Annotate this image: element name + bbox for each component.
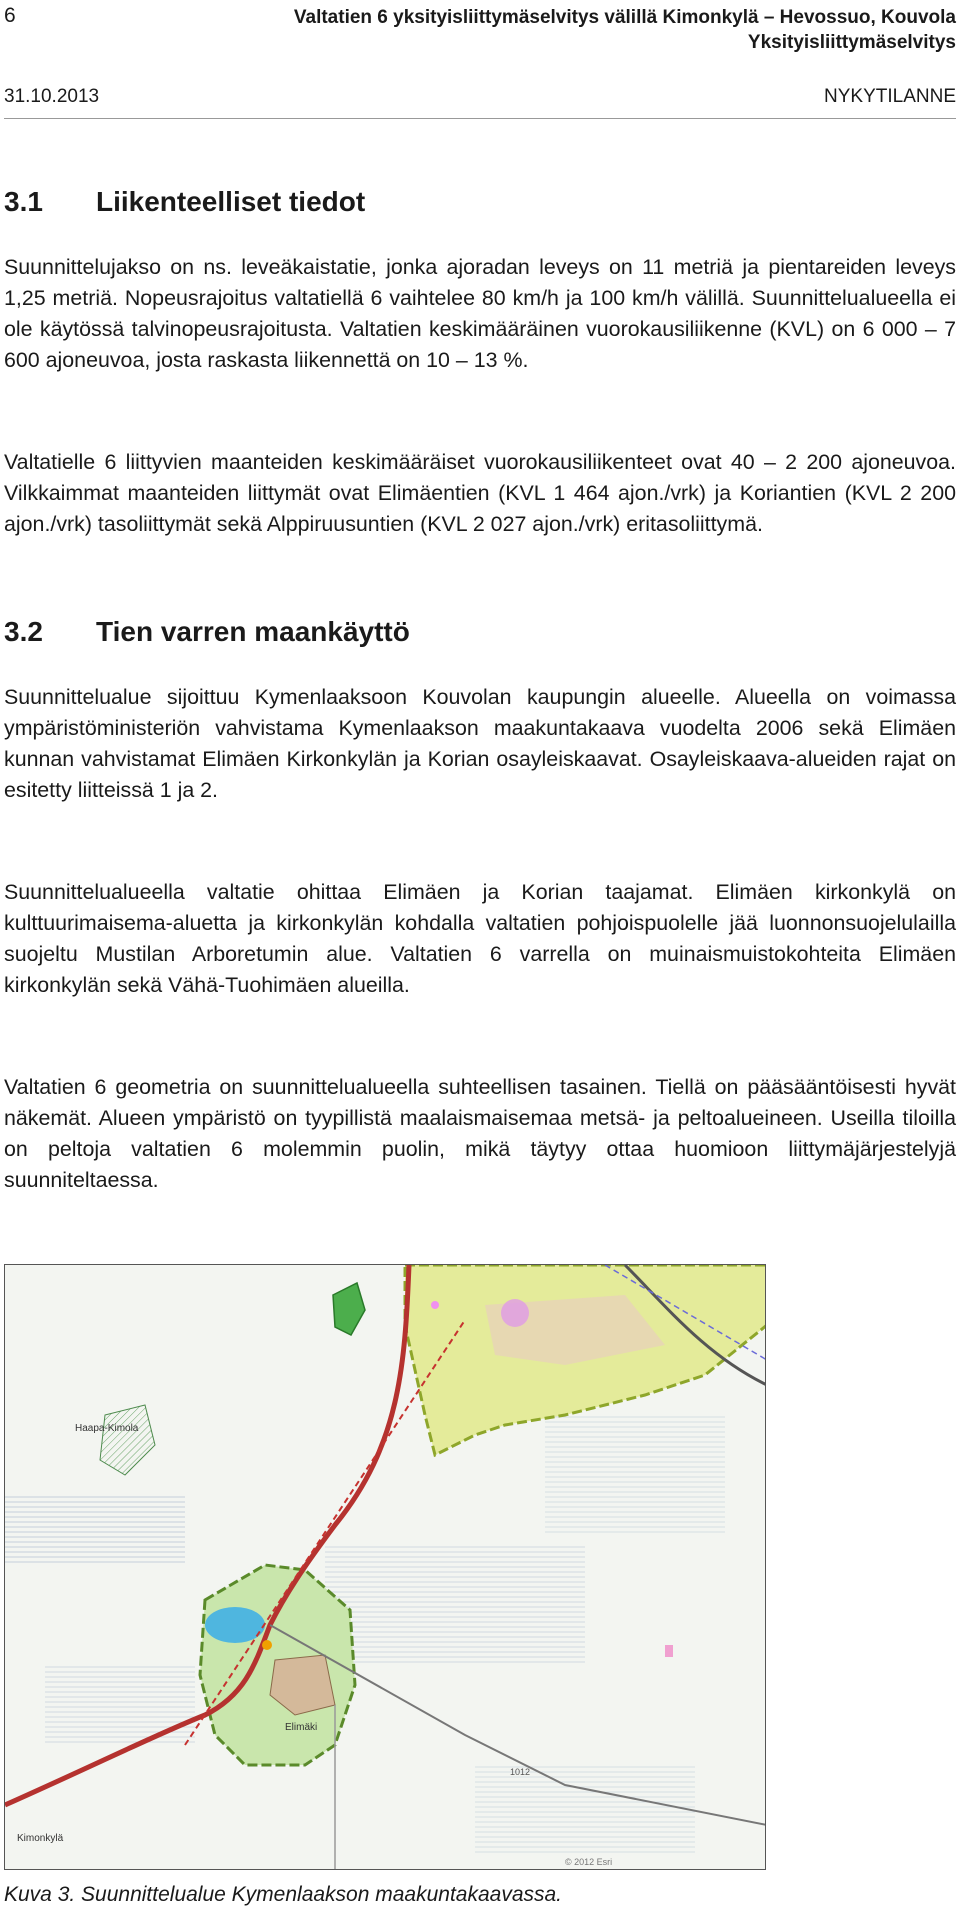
rural-area: [475, 1765, 695, 1855]
header-rule: [4, 118, 956, 119]
figure-caption: Kuva 3. Suunnittelualue Kymenlaakson maakuntakaavassa.: [4, 1883, 563, 1906]
section-title: Liikenteelliset tiedot: [96, 186, 366, 217]
map-copyright: © 2012 Esri: [565, 1857, 613, 1867]
rural-area: [545, 1415, 725, 1535]
paragraph: Suunnittelualue sijoittuu Kymenlaaksoon Kouvolan kaupungin alueelle. Alueella on voimassa ympäristöministeriön vahvistama Kymenlaakson maakuntakaava vuodelta 2006 sekä Elimäen kunnan vahvistamat Elimäen Kirkonkylän ja Korian osayleiskaavat. Osayleiskaava-alueiden rajat on esitetty liitteissä 1 ja 2.: [4, 685, 956, 802]
map-label-place-2: Elimäki: [285, 1722, 318, 1733]
map-label-code: 1012: [510, 1767, 531, 1777]
rural-area: [45, 1665, 195, 1745]
section-number: 3.1: [4, 186, 43, 217]
paragraph: Suunnittelujakso on ns. leveäkaistatie, jonka ajoradan leveys on 11 metriä ja pientareiden leveys 1,25 metriä. Nopeusrajoitus valtatiellä 6 vaihtelee 80 km/h ja 100 km/h välillä. Suunnittelualueella ei ole käytössä talvinopeusrajoitusta. Valtatien keskimääräinen vuorokausiliikenne (KVL) on 6 000 – 7 600 ajoneuvoa, josta raskasta liikennettä on 10 – 13 %.: [4, 255, 956, 372]
centre-marker: [501, 1299, 529, 1327]
map-label-place-3: Kimonkylä: [17, 1833, 64, 1844]
section-number: 3.2: [4, 616, 43, 647]
rural-area: [325, 1545, 585, 1665]
document-subtitle: Yksityisliittymäselvitys: [747, 32, 956, 53]
chapter-label: NYKYTILANNE: [824, 86, 956, 107]
regional-plan-map: [4, 1264, 766, 1870]
paragraph: Valtatien 6 geometria on suunnittelualueella suhteellisen tasainen. Tiellä on pääsääntöisesti hyvät näkemät. Alueen ympäristö on tyypillistä maalaismaisemaa metsä- ja peltoalueineen. Useilla tiloilla on peltoja valtatien 6 molemmin puolin, mikä täytyy ottaa huomioon liittymäjärjestelyjä suunniteltaessa.: [4, 1075, 956, 1192]
paragraph: Suunnittelualueella valtatie ohittaa Elimäen ja Korian taajamat. Elimäen kirkonkylä on kulttuurimaisema-aluetta ja kirkonkylän kohdalla valtatien pohjoispuolelle jää luonnonsuojelulailla suojeltu Mustilan Arboretumin alue. Valtatien 6 varrella on muinaismuistokohteita Elimäen kirkonkylän sekä Vähä-Tuohimäen alueilla.: [4, 880, 956, 997]
map-graphic: [5, 1265, 766, 1870]
section-heading-3-2: [4, 616, 410, 648]
rural-area: [5, 1495, 185, 1565]
section-title: Tien varren maankäyttö: [96, 616, 410, 647]
lake: [205, 1607, 265, 1643]
page-number: 6: [4, 4, 16, 27]
section-heading-3-1: [4, 186, 365, 218]
point-marker: [262, 1640, 272, 1650]
paragraph: Valtatielle 6 liittyvien maanteiden keskimääräiset vuorokausiliikenteet ovat 40 – 2 200 ajoneuvoa. Vilkkaimmat maanteiden liittymät ovat Elimäentien (KVL 1 464 ajon./vrk) ja Koriantien (KVL 2 200 ajon./vrk) tasoliittymät sekä Alppiruusuntien (KVL 2 027 ajon./vrk) eritasoliittymä.: [4, 450, 956, 536]
point-marker: [665, 1645, 673, 1657]
document-date: 31.10.2013: [4, 86, 100, 107]
document-title: Valtatien 6 yksityisliittymäselvitys välillä Kimonkylä – Hevossuo, Kouvola: [293, 7, 956, 28]
point-marker: [431, 1301, 439, 1309]
map-label-place-1: Haapa-Kimola: [75, 1423, 139, 1434]
